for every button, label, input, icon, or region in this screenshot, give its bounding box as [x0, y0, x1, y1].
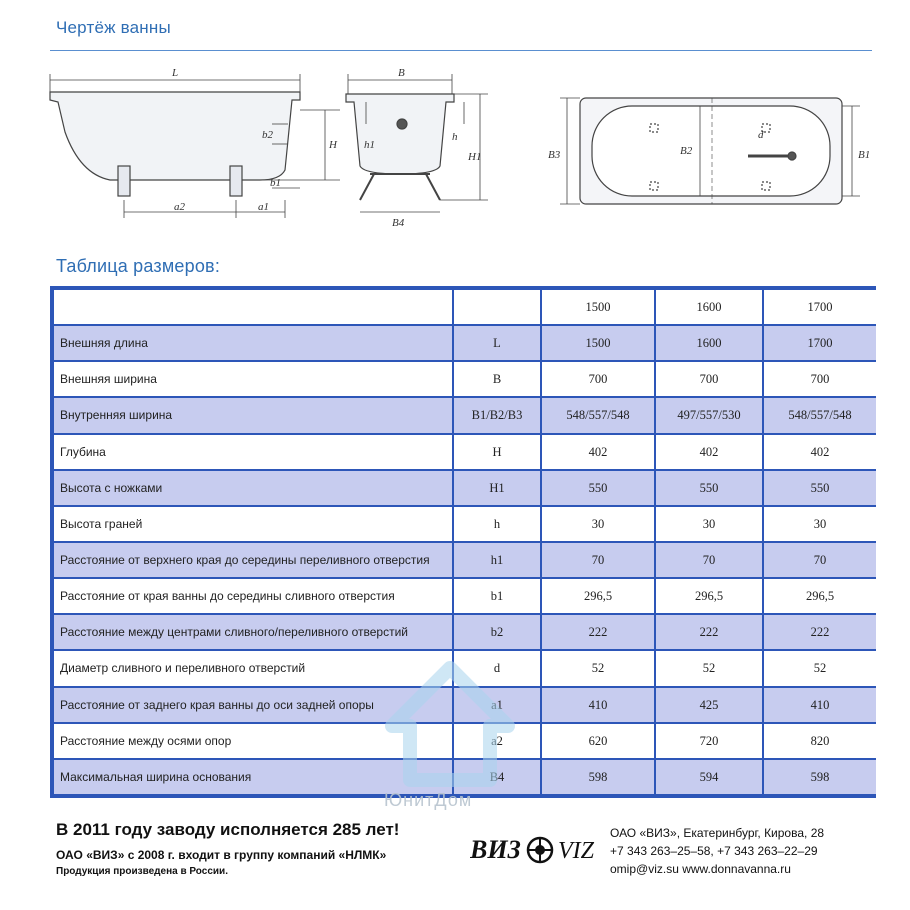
bathtub-drawings — [40, 62, 880, 242]
row-symbol-cell: H — [454, 435, 540, 469]
table-row — [54, 398, 876, 432]
row-symbol-cell: d — [454, 651, 540, 685]
anniversary-text: В 2011 году заводу исполняется 285 лет! — [56, 820, 400, 839]
row-value-cell: 497/557/530 — [656, 398, 762, 432]
row-value-cell: 30 — [542, 507, 654, 541]
row-name-cell: Диаметр сливного и переливного отверстий — [54, 651, 452, 685]
made-in-text: Продукция произведена в России. — [56, 866, 228, 877]
row-symbol-cell: a2 — [454, 724, 540, 758]
row-value-cell: 222 — [656, 615, 762, 649]
table-row — [54, 615, 876, 649]
label-h1: h1 — [364, 139, 375, 151]
row-value-cell: 52 — [764, 651, 876, 685]
row-value-cell: 1500 — [542, 326, 654, 360]
row-name-cell: Расстояние от заднего края ванны до оси задней опоры — [54, 688, 452, 722]
drawing-title: Чертёж ванны — [56, 18, 171, 37]
address-text: ОАО «ВИЗ», Екатеринбург, Кирова, 28 — [610, 826, 825, 840]
phones-text: +7 343 263–25–58, +7 343 263–22–29 — [610, 844, 818, 858]
row-value-cell: 700 — [764, 362, 876, 396]
header-size-cell: 1700 — [764, 290, 876, 324]
row-name-cell: Глубина — [54, 435, 452, 469]
header-symbol-cell — [454, 290, 540, 324]
row-value-cell: 52 — [542, 651, 654, 685]
label-H: H — [329, 139, 337, 151]
row-value-cell: 594 — [656, 760, 762, 794]
dimensions-table — [50, 286, 876, 798]
label-d: d — [758, 129, 764, 141]
label-b1: b1 — [270, 177, 281, 189]
table-row — [54, 471, 876, 505]
row-value-cell: 700 — [656, 362, 762, 396]
row-value-cell: 296,5 — [656, 579, 762, 613]
row-value-cell: 70 — [656, 543, 762, 577]
group-text: ОАО «ВИЗ» с 2008 г. входит в группу компаний «НЛМК» — [56, 848, 387, 862]
row-value-cell: 720 — [656, 724, 762, 758]
row-symbol-cell: h1 — [454, 543, 540, 577]
table-row — [54, 724, 876, 758]
row-name-cell: Расстояние между центрами сливного/переливного отверстий — [54, 615, 452, 649]
header-size-cell: 1600 — [656, 290, 762, 324]
row-value-cell: 402 — [656, 435, 762, 469]
row-value-cell: 52 — [656, 651, 762, 685]
row-value-cell: 402 — [542, 435, 654, 469]
row-value-cell: 1600 — [656, 326, 762, 360]
row-name-cell: Расстояние от края ванны до середины сливного отверстия — [54, 579, 452, 613]
row-value-cell: 410 — [542, 688, 654, 722]
label-h: h — [452, 131, 458, 143]
table-row — [54, 651, 876, 685]
row-value-cell: 550 — [542, 471, 654, 505]
logo-viz-latin: VIZ — [558, 838, 594, 864]
row-value-cell: 425 — [656, 688, 762, 722]
row-value-cell: 1700 — [764, 326, 876, 360]
row-value-cell: 550 — [656, 471, 762, 505]
web-text: omip@viz.su www.donnavanna.ru — [610, 862, 791, 876]
label-b2: b2 — [262, 129, 273, 141]
label-H1: H1 — [468, 151, 482, 163]
table-row — [54, 543, 876, 577]
table-row — [54, 435, 876, 469]
table-title: Таблица размеров: — [56, 256, 221, 276]
label-L: L — [172, 67, 179, 79]
label-B4: B4 — [392, 217, 405, 229]
row-value-cell: 222 — [764, 615, 876, 649]
row-name-cell: Расстояние между осями опор — [54, 724, 452, 758]
row-value-cell: 296,5 — [542, 579, 654, 613]
row-symbol-cell: B1/B2/B3 — [454, 398, 540, 432]
label-B: B — [398, 67, 405, 79]
row-value-cell: 222 — [542, 615, 654, 649]
contacts-block — [610, 824, 824, 878]
row-symbol-cell: a1 — [454, 688, 540, 722]
table-row — [54, 507, 876, 541]
table-header-row — [54, 290, 876, 324]
row-value-cell: 820 — [764, 724, 876, 758]
table-row — [54, 688, 876, 722]
label-B2: B2 — [680, 145, 693, 157]
label-a1: a1 — [258, 201, 269, 213]
row-value-cell: 30 — [764, 507, 876, 541]
top-view — [560, 98, 860, 204]
row-name-cell: Высота граней — [54, 507, 452, 541]
viz-logo — [470, 824, 600, 874]
row-name-cell: Высота с ножками — [54, 471, 452, 505]
logo-emblem-icon — [528, 838, 552, 862]
row-value-cell: 548/557/548 — [764, 398, 876, 432]
row-name-cell: Расстояние от верхнего края до середины переливного отверстия — [54, 543, 452, 577]
header-name-cell — [54, 290, 452, 324]
title-divider — [50, 50, 872, 51]
row-symbol-cell: B — [454, 362, 540, 396]
row-symbol-cell: H1 — [454, 471, 540, 505]
label-a2: a2 — [174, 201, 185, 213]
logo-viz-cyrillic: ВИЗ — [470, 835, 521, 864]
row-name-cell: Внутренняя ширина — [54, 398, 452, 432]
row-value-cell: 402 — [764, 435, 876, 469]
row-value-cell: 598 — [764, 760, 876, 794]
table-row — [54, 579, 876, 613]
label-B3: B3 — [548, 149, 561, 161]
header-size-cell: 1500 — [542, 290, 654, 324]
row-name-cell: Внешняя длина — [54, 326, 452, 360]
table-row — [54, 326, 876, 360]
table-row — [54, 760, 876, 794]
row-value-cell: 410 — [764, 688, 876, 722]
row-name-cell: Максимальная ширина основания — [54, 760, 452, 794]
watermark-text: ЮнитДом — [384, 790, 473, 810]
row-name-cell: Внешняя ширина — [54, 362, 452, 396]
row-symbol-cell: b1 — [454, 579, 540, 613]
row-value-cell: 598 — [542, 760, 654, 794]
row-symbol-cell: h — [454, 507, 540, 541]
row-value-cell: 700 — [542, 362, 654, 396]
table-row — [54, 362, 876, 396]
row-value-cell: 620 — [542, 724, 654, 758]
row-symbol-cell: b2 — [454, 615, 540, 649]
row-value-cell: 70 — [542, 543, 654, 577]
row-value-cell: 70 — [764, 543, 876, 577]
label-B1: B1 — [858, 149, 871, 161]
row-value-cell: 30 — [656, 507, 762, 541]
row-symbol-cell: B4 — [454, 760, 540, 794]
row-value-cell: 548/557/548 — [542, 398, 654, 432]
row-value-cell: 550 — [764, 471, 876, 505]
row-value-cell: 296,5 — [764, 579, 876, 613]
side-view — [50, 74, 340, 218]
row-symbol-cell: L — [454, 326, 540, 360]
